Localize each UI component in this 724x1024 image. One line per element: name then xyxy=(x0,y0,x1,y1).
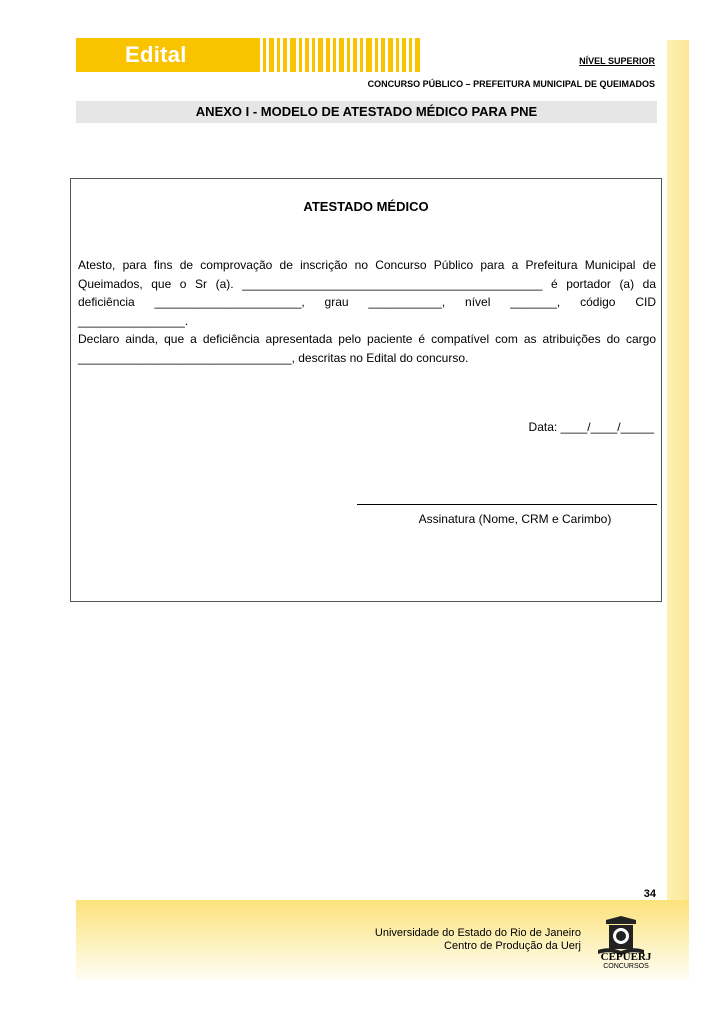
certificate-heading: ATESTADO MÉDICO xyxy=(303,199,429,214)
barcode-stripe xyxy=(312,38,315,72)
barcode-stripe xyxy=(339,38,344,72)
side-stripe xyxy=(667,40,689,940)
institution-name: Universidade do Estado do Rio de Janeiro xyxy=(374,927,581,939)
certificate-line: deficiência ______________________, grau ___________, nível _______, código CID xyxy=(78,295,656,309)
barcode-stripe xyxy=(402,38,406,72)
barcode-stripe xyxy=(375,38,378,72)
barcode-stripe xyxy=(415,38,420,72)
annex-title: ANEXO I - MODELO DE ATESTADO MÉDICO PARA PNE xyxy=(195,104,538,119)
barcode-stripe xyxy=(409,38,412,72)
header-title: Edital xyxy=(125,42,187,67)
level-label: NÍVEL SUPERIOR xyxy=(579,56,655,66)
barcode-stripe xyxy=(326,38,330,72)
barcode-stripe xyxy=(360,38,363,72)
institution-unit: Centro de Produção da Uerj xyxy=(444,940,581,952)
header-barcode-decoration xyxy=(256,38,436,72)
signature-line xyxy=(357,504,657,505)
barcode-stripe xyxy=(366,38,372,72)
barcode-stripe xyxy=(256,38,260,72)
certificate-line: ________________. xyxy=(78,313,189,328)
signature-label: Assinatura (Nome, CRM e Carimbo) xyxy=(418,512,612,526)
barcode-stripe xyxy=(388,38,393,72)
barcode-stripe xyxy=(381,38,385,72)
barcode-stripe xyxy=(318,38,323,72)
certificate-box xyxy=(70,178,662,602)
barcode-stripe xyxy=(305,38,309,72)
barcode-stripe xyxy=(290,38,296,72)
barcode-stripe xyxy=(353,38,357,72)
date-field: Data: ____/____/_____ xyxy=(528,420,654,434)
logo-name: CEPUERJ xyxy=(600,951,652,963)
barcode-stripe xyxy=(299,38,302,72)
barcode-stripe xyxy=(347,38,350,72)
certificate-line: ________________________________, descritas no Edital do concurso. xyxy=(78,350,469,365)
barcode-stripe xyxy=(277,38,280,72)
certificate-body xyxy=(78,256,656,367)
page-number: 34 xyxy=(643,888,656,900)
barcode-stripe xyxy=(283,38,287,72)
barcode-stripe xyxy=(263,38,266,72)
logo-subtitle: CONCURSOS xyxy=(603,963,649,970)
barcode-stripe xyxy=(396,38,399,72)
certificate-line: Atesto, para fins de comprovação de inscrição no Concurso Público para a Prefeitura Municipal de xyxy=(78,258,656,272)
certificate-line: Declaro ainda, que a deficiência apresentada pelo paciente é compatível com as atribuições do cargo xyxy=(78,332,656,346)
barcode-stripe xyxy=(269,38,274,72)
certificate-line: Queimados, que o Sr (a). _____________________________________________ é portador (a) da xyxy=(78,276,656,291)
barcode-stripe xyxy=(333,38,336,72)
contest-subtitle: CONCURSO PÚBLICO – PREFEITURA MUNICIPAL DE QUEIMADOS xyxy=(367,79,655,89)
